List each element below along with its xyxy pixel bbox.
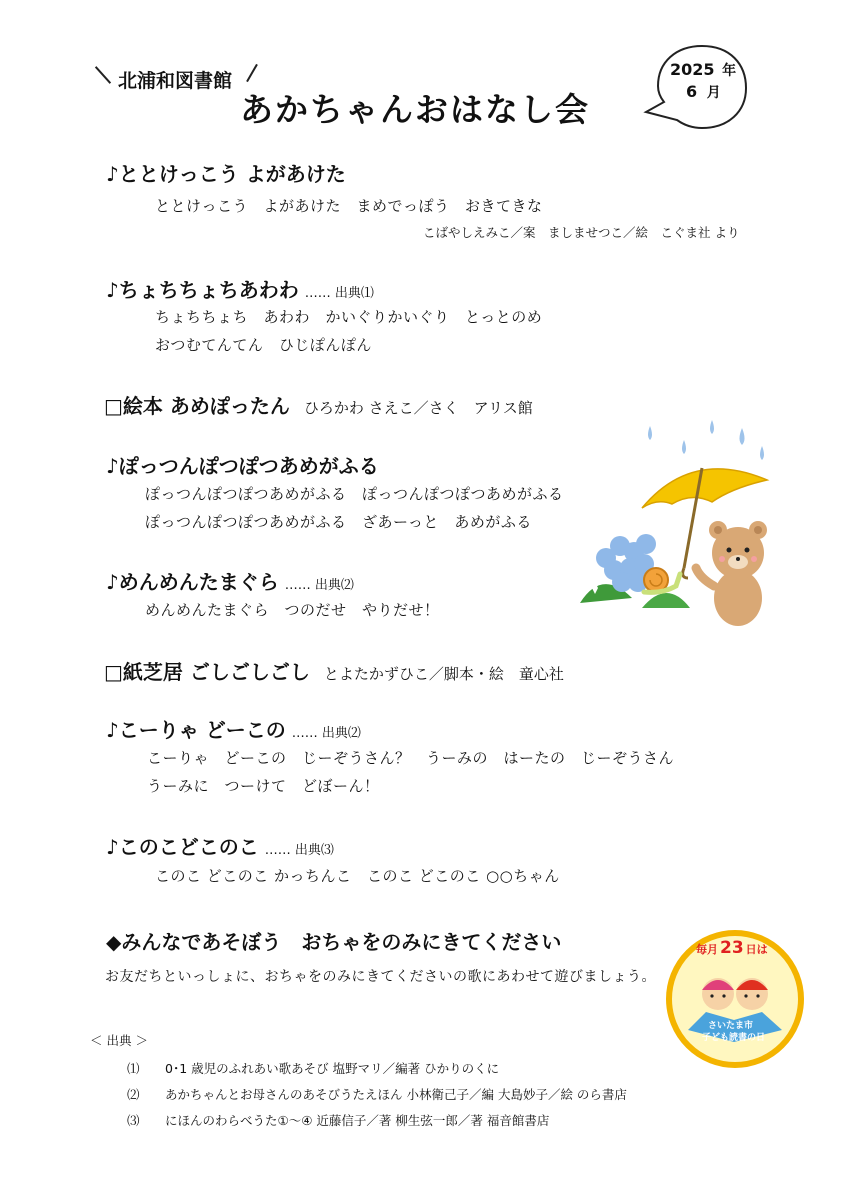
item-3-title: □絵本 あめぽったん <box>104 394 290 418</box>
item-8-title: ♪このこどこのこ <box>106 835 259 859</box>
year-value: 2025 <box>670 60 715 79</box>
item-2-title: ♪ちょちちょちあわわ <box>106 278 299 302</box>
badge-line-2: 子ども読書の日 <box>702 1033 766 1043</box>
badge-top-text <box>696 938 768 958</box>
date-speech-bubble <box>640 40 752 144</box>
item-1-credit: こばやしえみこ／案 ましませつこ／絵 こぐま社 より <box>423 225 740 240</box>
item-7-line-1: こーりゃ どーこの じーぞうさん？ うーみの はーたの じーぞうさん <box>147 749 675 767</box>
source-number: ⑶ <box>127 1113 140 1128</box>
item-5-line-1: めんめんたまぐら つのだせ やりだせ！ <box>145 601 440 619</box>
source-number: ⑵ <box>127 1087 140 1102</box>
badge-top-number: 23 <box>720 938 744 958</box>
page-title: あかちゃんおはなし会 <box>240 90 590 129</box>
item-3-note: ひろかわ さえこ／さく アリス館 <box>303 399 533 417</box>
source-number: ⑴ <box>127 1061 140 1076</box>
umbrella-bear-icon <box>572 418 792 633</box>
date-year-line <box>670 60 736 80</box>
source-text: 0･1 歳児のふれあい歌あそび 塩野マリ／編著 ひかりのくに <box>165 1061 500 1076</box>
rain-umbrella-bear-illustration <box>572 418 792 633</box>
item-1-line-1: ととけっこう よがあけた まめでっぽう おきてきな <box>155 197 543 215</box>
badge-top-pre: 毎月 <box>696 943 718 956</box>
item-6-heading <box>104 656 564 685</box>
item-6-note: とよたかずひこ／脚本・絵 童心社 <box>323 665 564 683</box>
item-9-line-1: お友だちといっしょに、おちゃをのみにきてくださいの歌にあわせて遊びましょう。 <box>105 969 656 985</box>
badge-top-post: 日は <box>745 943 768 956</box>
item-7-title: ♪こーりゃ どーこの <box>106 718 286 742</box>
year-unit: 年 <box>722 63 737 79</box>
badge-line-1: さいたま市 <box>708 1021 754 1031</box>
item-6-title: □紙芝居 ごしごしごし <box>104 660 310 684</box>
item-5-title: ♪めんめんたまぐら <box>106 570 279 594</box>
item-2-note: …… 出典⑴ <box>304 286 374 301</box>
item-7-heading <box>106 714 361 743</box>
source-text: にほんのわらべうた①～④ 近藤信子／著 柳生弦一郎／著 福音館書店 <box>165 1113 550 1128</box>
source-row-3 <box>127 1111 549 1129</box>
item-2-line-1: ちょちちょち あわわ かいぐりかいぐり とっとのめ <box>155 308 543 326</box>
sources-title: ＜ 出典 ＞ <box>90 1033 148 1048</box>
reading-day-badge <box>666 930 804 1068</box>
date-month-line <box>686 82 721 102</box>
item-7-line-2: うーみに つーけて どぼーん！ <box>147 777 380 795</box>
source-row-1 <box>127 1059 499 1077</box>
month-value: 6 <box>686 82 698 101</box>
item-5-note: …… 出典⑵ <box>284 578 354 593</box>
item-2-line-2: おつむてんてん ひじぽんぽん <box>155 336 372 354</box>
item-9-heading: ◆みんなであそぼう おちゃをのみにきてください <box>106 930 562 954</box>
item-2-heading <box>106 274 374 303</box>
item-4-heading: ♪ぽっつんぽつぽつあめがふる <box>106 454 379 478</box>
item-4-line-1: ぽっつんぽつぽつあめがふる ぽっつんぽつぽつあめがふる <box>145 485 564 503</box>
source-row-2 <box>127 1085 627 1103</box>
item-1-heading: ♪ととけっこう よがあけた <box>106 162 346 186</box>
library-name: 北浦和図書館 <box>118 70 233 92</box>
item-8-heading <box>106 831 334 860</box>
month-unit: 月 <box>706 85 721 101</box>
item-7-note: …… 出典⑵ <box>291 726 361 741</box>
item-8-note: …… 出典⑶ <box>264 843 334 858</box>
item-5-heading <box>106 566 354 595</box>
item-8-line-1: このこ どこのこ かっちんこ このこ どこのこ ○○ちゃん <box>155 867 560 885</box>
item-3-heading <box>104 390 533 419</box>
slash-left-decoration <box>95 66 111 84</box>
slash-right-decoration <box>246 64 258 82</box>
item-4-line-2: ぽっつんぽつぽつあめがふる ざあーっと あめがふる <box>145 513 532 531</box>
source-text: あかちゃんとお母さんのあそびうたえほん 小林衛己子／編 大島妙子／絵 のら書店 <box>165 1087 627 1102</box>
